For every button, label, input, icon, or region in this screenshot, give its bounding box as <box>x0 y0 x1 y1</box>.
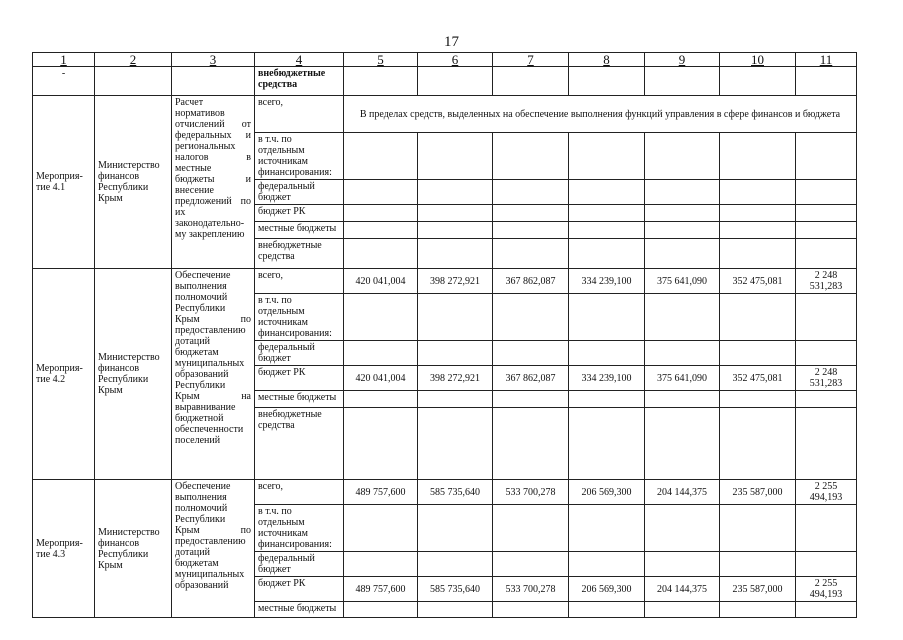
source-label: внебюджетные средства <box>255 239 344 269</box>
table-cell <box>645 391 720 408</box>
table-cell <box>493 341 569 366</box>
table-cell <box>344 602 418 618</box>
amount-cell: 2 255 494,193 <box>796 577 857 602</box>
table-cell <box>720 205 796 222</box>
table-cell <box>796 294 857 341</box>
table-cell <box>569 505 645 552</box>
table-cell <box>418 239 493 269</box>
table-cell <box>418 341 493 366</box>
amount-cell: 206 569,300 <box>569 480 645 505</box>
table-cell <box>796 602 857 618</box>
column-number: 8 <box>569 53 645 67</box>
source-label: всего, <box>255 480 344 505</box>
amount-cell: 206 569,300 <box>569 577 645 602</box>
source-label: местные бюджеты <box>255 602 344 618</box>
table-cell <box>344 408 418 480</box>
source-label: всего, <box>255 269 344 294</box>
table-cell <box>569 205 645 222</box>
table-cell <box>796 205 857 222</box>
table-cell <box>796 408 857 480</box>
column-number: 1 <box>33 53 95 67</box>
table-cell <box>418 205 493 222</box>
carryover-row <box>33 67 857 96</box>
table-cell <box>493 294 569 341</box>
table-cell <box>493 133 569 180</box>
table-cell <box>344 294 418 341</box>
table-cell <box>645 205 720 222</box>
source-label: местные бюджеты <box>255 222 344 239</box>
amount-cell: 235 587,000 <box>720 480 796 505</box>
table-cell <box>95 67 172 96</box>
table-cell <box>796 391 857 408</box>
table-cell <box>569 341 645 366</box>
amount-cell: 204 144,375 <box>645 577 720 602</box>
table-cell <box>569 391 645 408</box>
amount-cell: 489 757,600 <box>344 577 418 602</box>
table-cell <box>418 552 493 577</box>
source-label: федеральный бюджет <box>255 552 344 577</box>
table-cell <box>720 408 796 480</box>
table-cell <box>344 505 418 552</box>
amount-cell: 375 641,090 <box>645 269 720 294</box>
event-organization: Министерство финансов Республики Крым <box>95 269 172 480</box>
table-cell <box>344 67 418 96</box>
table-cell <box>796 552 857 577</box>
table-cell <box>344 391 418 408</box>
column-number: 10 <box>720 53 796 67</box>
amount-cell: 334 239,100 <box>569 366 645 391</box>
table-cell <box>569 133 645 180</box>
column-number: 5 <box>344 53 418 67</box>
table-row <box>33 96 857 133</box>
table-cell <box>493 222 569 239</box>
amount-cell: 375 641,090 <box>645 366 720 391</box>
table-cell <box>418 505 493 552</box>
amount-cell: 420 041,004 <box>344 366 418 391</box>
table-cell <box>720 180 796 205</box>
amount-cell: 398 272,921 <box>418 269 493 294</box>
table-cell <box>569 602 645 618</box>
amount-cell: 398 272,921 <box>418 366 493 391</box>
table-cell <box>645 341 720 366</box>
source-label: местные бюджеты <box>255 391 344 408</box>
table-cell <box>796 67 857 96</box>
budget-table <box>32 52 857 618</box>
table-cell <box>645 552 720 577</box>
amount-cell: 533 700,278 <box>493 480 569 505</box>
table-cell <box>344 180 418 205</box>
table-cell <box>720 552 796 577</box>
table-cell <box>418 294 493 341</box>
table-cell <box>418 602 493 618</box>
source-label: внебюджетные средства <box>255 408 344 480</box>
source-label: всего, <box>255 96 344 133</box>
table-cell <box>418 408 493 480</box>
amount-cell: 352 475,081 <box>720 269 796 294</box>
source-label: бюджет РК <box>255 205 344 222</box>
table-cell <box>418 180 493 205</box>
table-cell <box>645 408 720 480</box>
table-cell <box>796 341 857 366</box>
table-cell <box>493 505 569 552</box>
column-number: 7 <box>493 53 569 67</box>
amount-cell: 489 757,600 <box>344 480 418 505</box>
table-cell <box>344 552 418 577</box>
table-cell <box>796 133 857 180</box>
source-label: федеральный бюджет <box>255 341 344 366</box>
column-number: 6 <box>418 53 493 67</box>
amount-cell: 204 144,375 <box>645 480 720 505</box>
amount-cell: 2 248 531,283 <box>796 269 857 294</box>
event-organization: Министерство финансов Республики Крым <box>95 480 172 618</box>
table-cell <box>493 408 569 480</box>
table-cell <box>569 222 645 239</box>
table-cell <box>569 552 645 577</box>
table-cell <box>493 391 569 408</box>
table-cell <box>493 239 569 269</box>
table-cell <box>172 67 255 96</box>
table-cell <box>418 67 493 96</box>
table-cell <box>645 239 720 269</box>
amount-cell: 2 248 531,283 <box>796 366 857 391</box>
column-number: 2 <box>95 53 172 67</box>
table-body <box>33 53 857 618</box>
amount-cell: 334 239,100 <box>569 269 645 294</box>
table-cell <box>720 391 796 408</box>
table-cell <box>796 505 857 552</box>
table-cell <box>493 552 569 577</box>
amount-cell: 533 700,278 <box>493 577 569 602</box>
column-number: 3 <box>172 53 255 67</box>
table-cell <box>645 133 720 180</box>
table-cell <box>569 239 645 269</box>
amount-cell: 585 735,640 <box>418 577 493 602</box>
amount-cell: 367 862,087 <box>493 366 569 391</box>
page-number: 17 <box>444 34 459 50</box>
table-cell <box>720 505 796 552</box>
amount-cell: 367 862,087 <box>493 269 569 294</box>
table-cell <box>645 67 720 96</box>
table-cell <box>720 602 796 618</box>
table-cell <box>493 602 569 618</box>
table-cell <box>569 67 645 96</box>
event-name: Мероприя-тие 4.1 <box>33 96 95 269</box>
table-cell <box>796 222 857 239</box>
amount-cell: 352 475,081 <box>720 366 796 391</box>
table-row <box>33 480 857 505</box>
column-number: 11 <box>796 53 857 67</box>
table-cell <box>344 133 418 180</box>
event-description: Обеспечение выполнения полномочий Республики Крым по предоставлению дотаций бюджетам муниципальных образований <box>172 480 255 618</box>
column-number-row <box>33 53 857 67</box>
source-label: внебюджетные средства <box>255 67 344 96</box>
table-cell <box>720 133 796 180</box>
table-cell <box>493 205 569 222</box>
table-cell <box>344 205 418 222</box>
table-cell <box>418 222 493 239</box>
amount-cell: 2 255 494,193 <box>796 480 857 505</box>
table-cell <box>796 239 857 269</box>
event-organization: Министерство финансов Республики Крым <box>95 96 172 269</box>
event-name: Мероприя-тие 4.3 <box>33 480 95 618</box>
table-cell <box>569 294 645 341</box>
source-label: федеральный бюджет <box>255 180 344 205</box>
column-number: 9 <box>645 53 720 67</box>
event-description: Обеспечение выполнения полномочий Республики Крым по предоставлению дотаций бюджетам муниципальных образований Республики Крым на выравнивание бюджетной обеспеченности поселений <box>172 269 255 480</box>
table-cell <box>493 67 569 96</box>
table-cell <box>645 602 720 618</box>
source-label: в т.ч. по отдельным источникам финансирования: <box>255 294 344 341</box>
amount-cell: 420 041,004 <box>344 269 418 294</box>
table-cell <box>645 294 720 341</box>
table-cell <box>645 505 720 552</box>
source-label: в т.ч. по отдельным источникам финансирования: <box>255 505 344 552</box>
table-cell <box>569 408 645 480</box>
table-cell <box>720 341 796 366</box>
table-cell <box>493 180 569 205</box>
table-cell <box>418 133 493 180</box>
table-cell <box>569 180 645 205</box>
amount-cell: 585 735,640 <box>418 480 493 505</box>
table-cell <box>645 180 720 205</box>
table-row <box>33 269 857 294</box>
table-cell <box>720 67 796 96</box>
column-number: 4 <box>255 53 344 67</box>
event-description: Расчет нормативов отчислений от федеральных и региональных налогов в местные бюджеты и внесение предложений по их законодательно-му закреплению <box>172 96 255 269</box>
table-cell <box>720 222 796 239</box>
funding-note: В пределах средств, выделенных на обеспечение выполнения функций управления в сфере финансов и бюджета <box>344 96 857 133</box>
table-cell <box>645 222 720 239</box>
source-label: бюджет РК <box>255 366 344 391</box>
source-label: в т.ч. по отдельным источникам финансирования: <box>255 133 344 180</box>
table-cell <box>344 222 418 239</box>
table-cell <box>720 239 796 269</box>
table-cell <box>720 294 796 341</box>
event-name: Мероприя-тие 4.2 <box>33 269 95 480</box>
amount-cell: 235 587,000 <box>720 577 796 602</box>
carryover-mark: - <box>33 67 95 96</box>
table-cell <box>344 239 418 269</box>
table-cell <box>344 341 418 366</box>
table-cell <box>796 180 857 205</box>
source-label: бюджет РК <box>255 577 344 602</box>
table-cell <box>418 391 493 408</box>
